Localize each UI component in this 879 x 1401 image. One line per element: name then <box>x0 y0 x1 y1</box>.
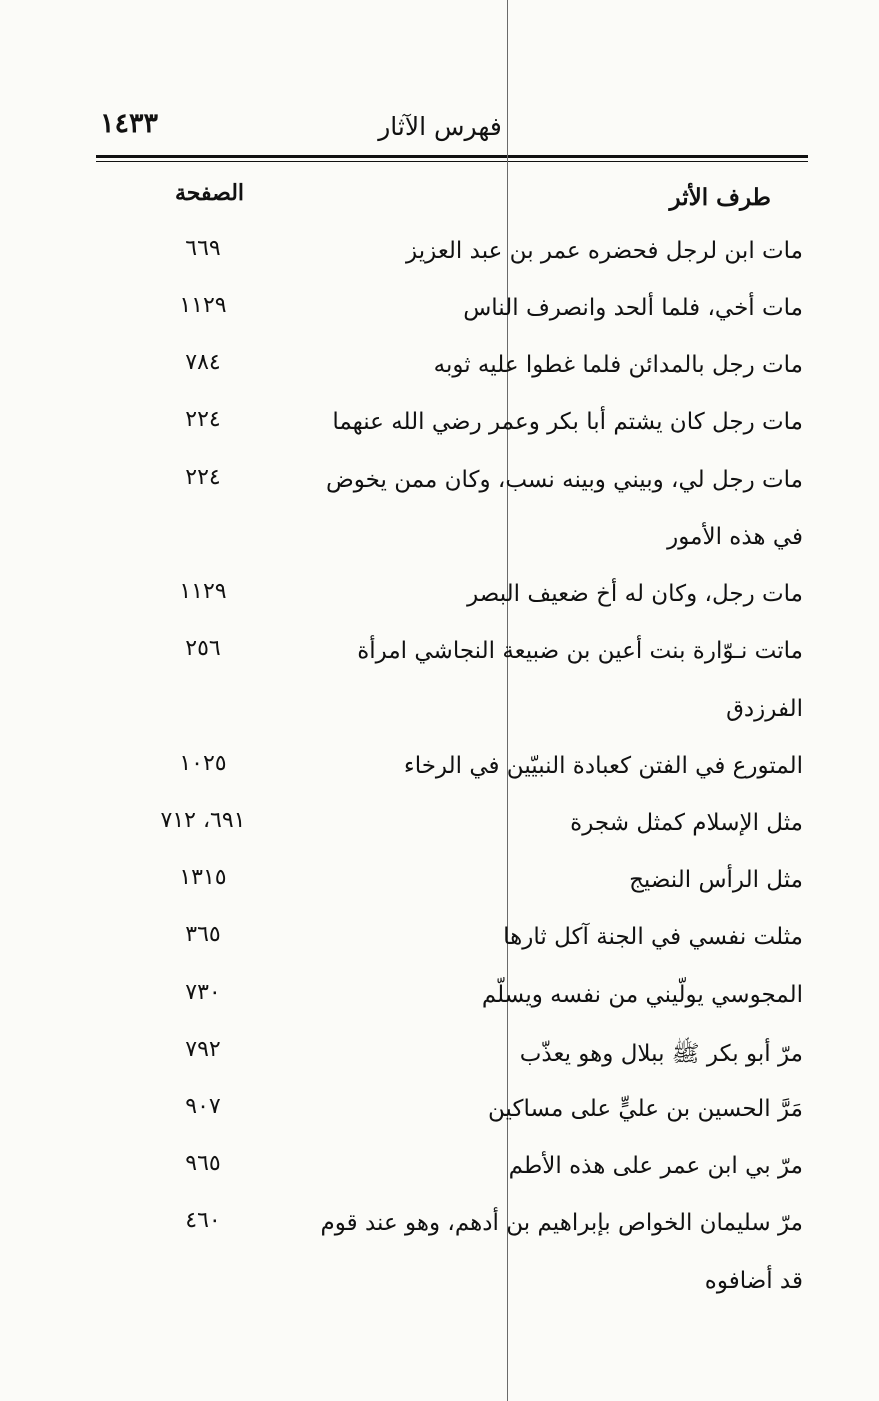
header-rule-thin <box>96 161 808 162</box>
entry-text: الفرزدق <box>726 696 803 722</box>
column-header-text: طرف الأثر <box>669 184 771 211</box>
entry-text: مات رجل بالمدائن فلما غطوا عليه ثوبه <box>433 352 803 378</box>
entry-page-number: ٢٥٦ <box>185 636 221 661</box>
entry-text: في هذه الأمور <box>667 524 803 550</box>
entry-text: مثلت نفسي في الجنة آكل ثارها <box>503 924 803 950</box>
entry-page-number: ٢٢٤ <box>185 465 221 490</box>
entry-text: مات رجل كان يشتم أبا بكر وعمر رضي الله عنهما <box>332 409 803 435</box>
page-number: ١٤٣٣ <box>100 108 159 139</box>
entry-text: مات رجل، وكان له أخ ضعيف البصر <box>467 581 803 607</box>
entry-text: مات أخي، فلما ألحد وانصرف الناس <box>463 295 803 321</box>
entry-page-number: ١٠٢٥ <box>179 751 227 776</box>
entry-page-number: ٤٦٠ <box>185 1208 221 1233</box>
entry-text: ماتت نـوّارة بنت أعين بن ضبيعة النجاشي امرأة <box>357 638 803 664</box>
entry-text: مثل الإسلام كمثل شجرة <box>570 810 803 836</box>
header-rule-thick <box>96 155 808 158</box>
entry-page-number: ٦٩١، ٧١٢ <box>160 808 246 833</box>
entry-page-number: ١١٢٩ <box>179 293 227 318</box>
entry-page-number: ٧٨٤ <box>185 350 221 375</box>
entry-text: مرّ سليمان الخواص بإبراهيم بن أدهم، وهو عند قوم <box>320 1210 803 1236</box>
entry-text: مرّ أبو بكر ﷺ ببلال وهو يعذّب <box>519 1041 803 1067</box>
entry-text: مَرَّ الحسين بن عليٍّ على مساكين <box>488 1096 803 1122</box>
entry-page-number: ١١٢٩ <box>179 579 227 604</box>
column-header-page: الصفحة <box>175 180 245 206</box>
entry-text: المتورع في الفتن كعبادة النبيّين في الرخاء <box>403 753 803 779</box>
entry-text: مات ابن لرجل فحضره عمر بن عبد العزيز <box>406 238 803 264</box>
entry-page-number: ٩٦٥ <box>185 1151 221 1176</box>
entry-page-number: ٦٦٩ <box>185 236 221 261</box>
entry-page-number: ١٣١٥ <box>179 865 227 890</box>
entry-page-number: ٩٠٧ <box>185 1094 221 1119</box>
entry-page-number: ٧٩٢ <box>185 1037 221 1062</box>
entry-text: مات رجل لي، وبيني وبينه نسب، وكان ممن يخوض <box>325 467 803 493</box>
entry-page-number: ٧٣٠ <box>185 980 221 1005</box>
entry-text: مرّ بي ابن عمر على هذه الأطم <box>508 1153 803 1179</box>
entry-page-number: ٢٢٤ <box>185 407 221 432</box>
entry-text: المجوسي يولّيني من نفسه ويسلّم <box>481 982 803 1008</box>
entry-text: مثل الرأس النضيج <box>629 867 803 893</box>
page-title: فهرس الآثار <box>378 112 502 141</box>
entry-text: قد أضافوه <box>704 1268 803 1294</box>
entry-page-number: ٣٦٥ <box>185 922 221 947</box>
